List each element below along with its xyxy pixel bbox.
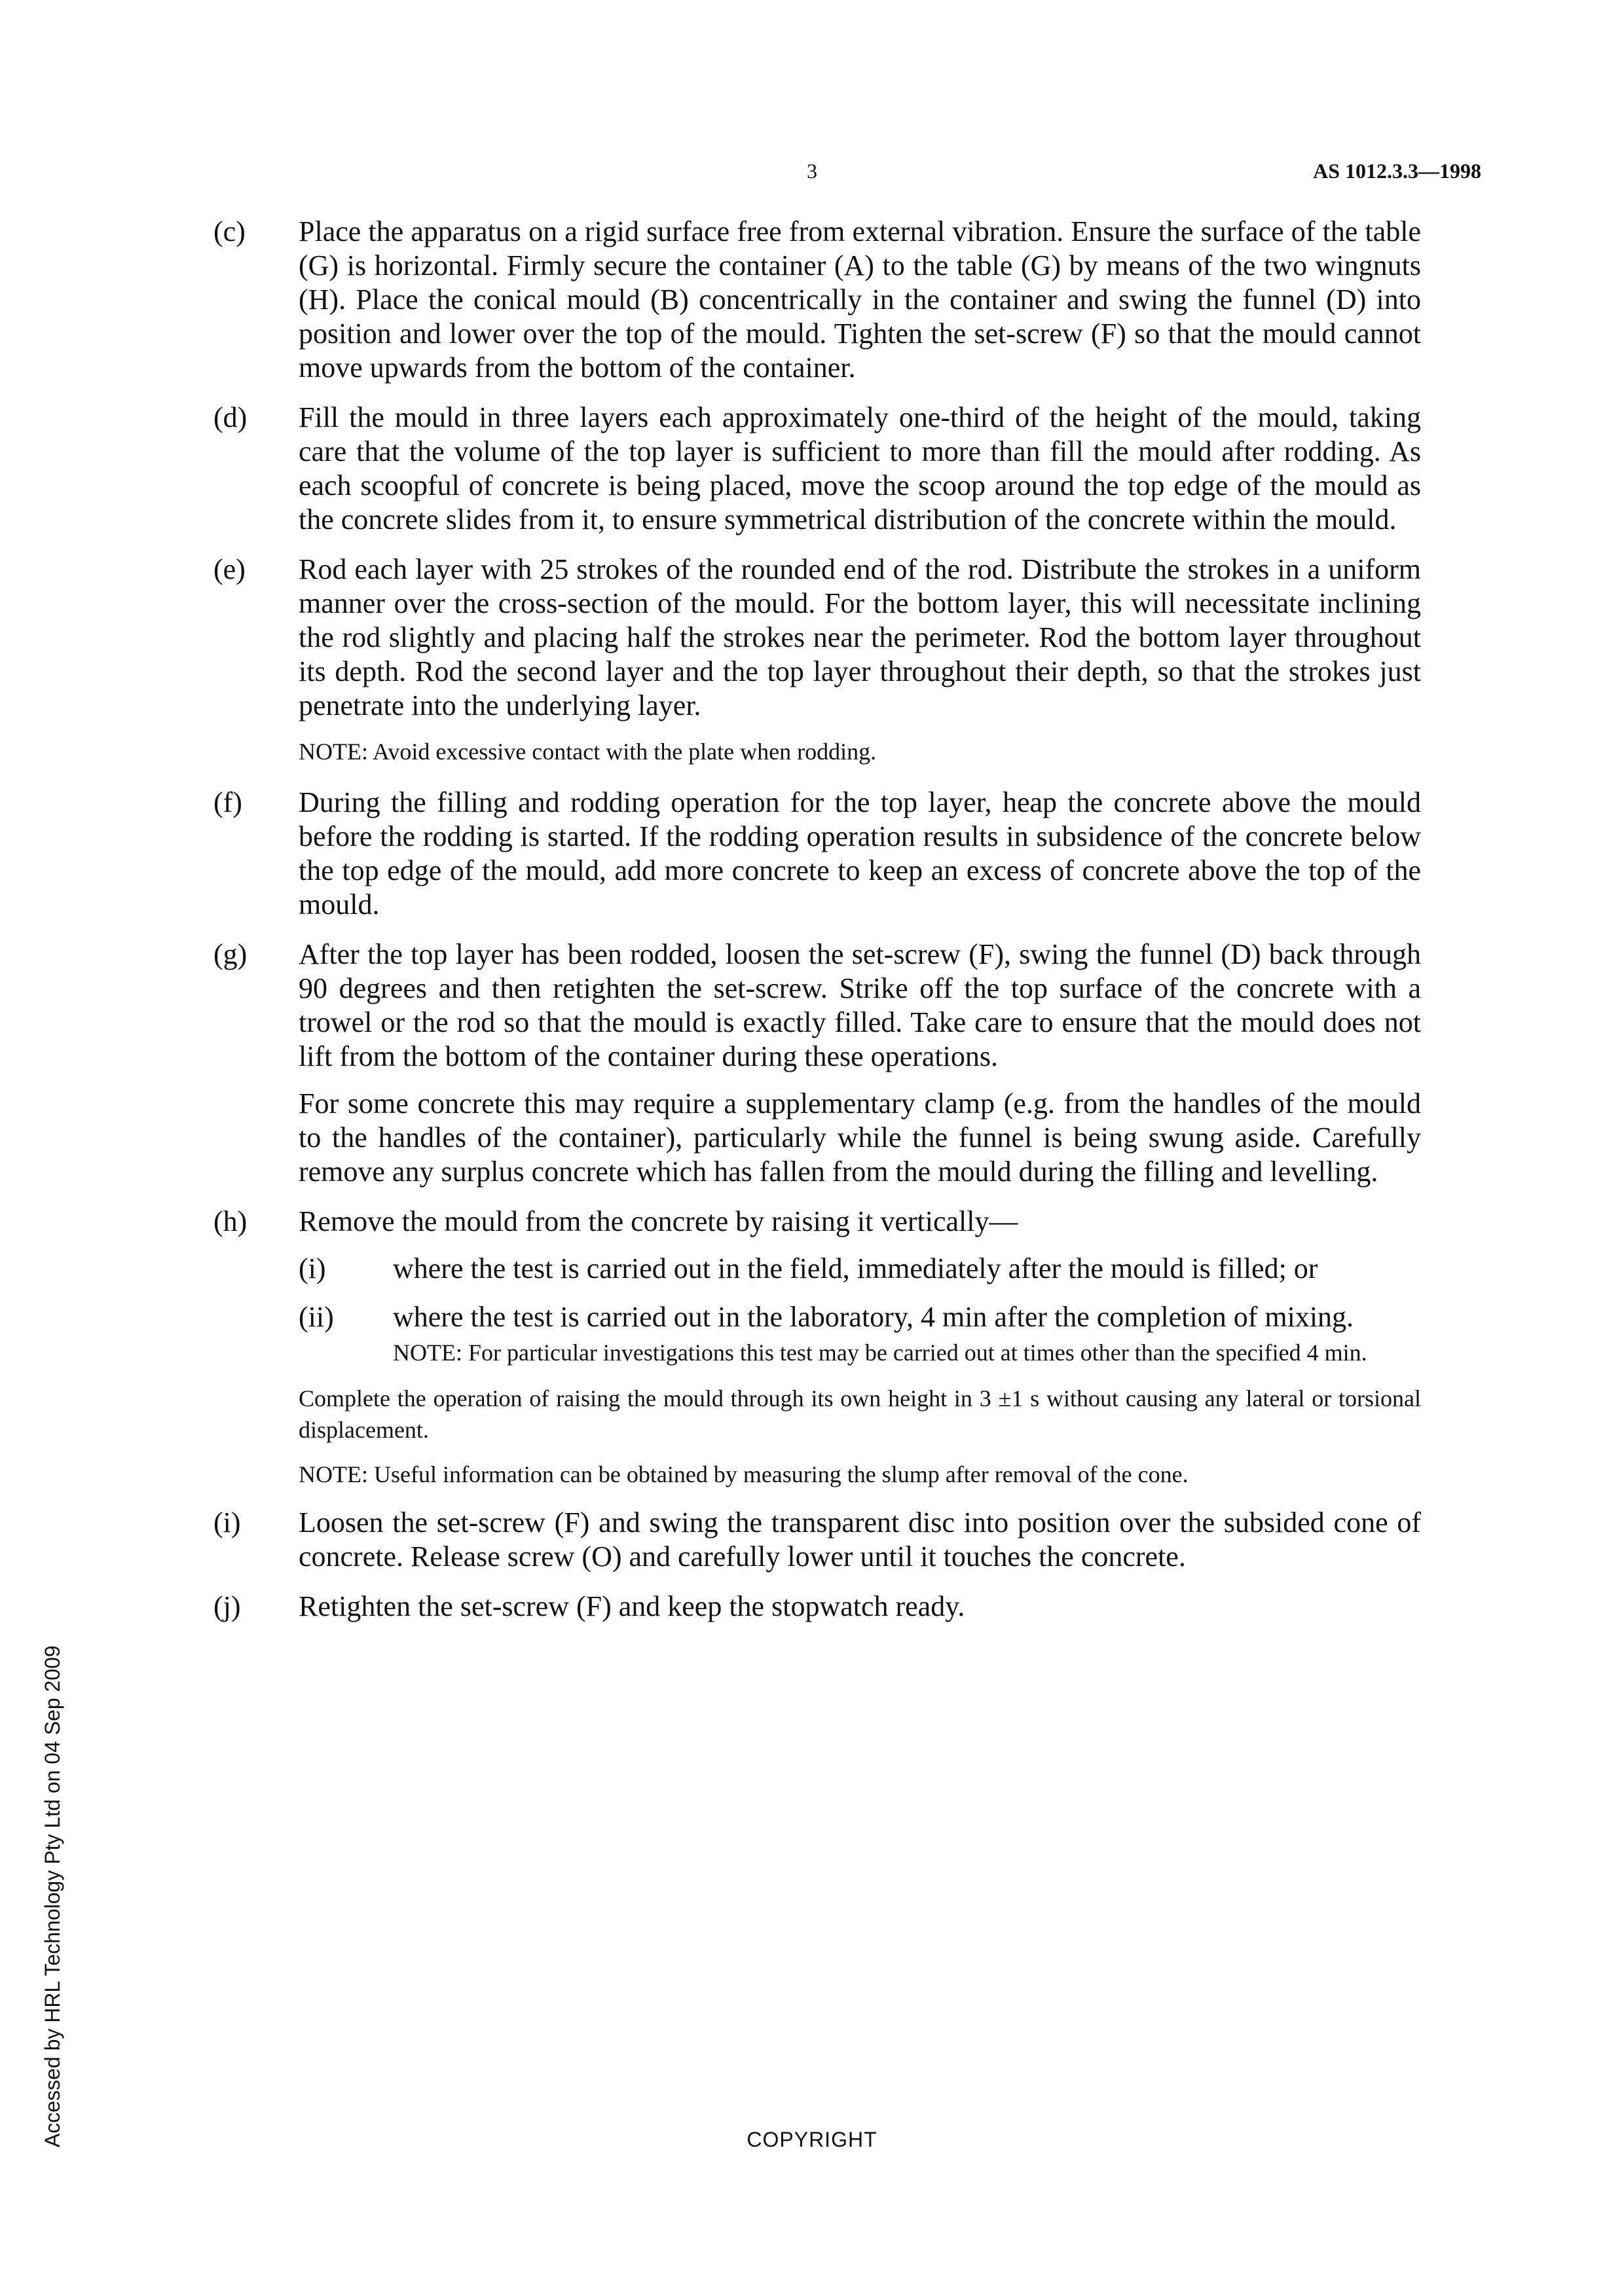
copyright-footer: COPYRIGHT [747, 2128, 877, 2151]
sub-item-label: (ii) [299, 1301, 334, 1333]
item-label: (h) [213, 1205, 248, 1237]
sub-item-ii [299, 1300, 1421, 1368]
page-number: 3 [807, 159, 817, 183]
note: NOTE: Avoid excessive contact with the plate when rodding. [299, 738, 877, 765]
item-text: Loosen the set-screw (F) and swing the transparent disc into position over the subsided cone of concrete. Release screw (O) and carefully lower until it touches the concrete. [299, 1506, 1421, 1573]
list-item-c [213, 215, 1421, 385]
item-label: (f) [213, 786, 242, 818]
list-item-j [213, 1590, 1421, 1624]
item-text: Rod each layer with 25 strokes of the rounded end of the rod. Distribute the strokes in a uniform manner over the cross-section of the mould. For the bottom layer, this will necessitate inclining the rod slightly and placing half the strokes near the perimeter. Rod the bottom layer throughout its depth. Rod the second layer and the top layer throughout their depth, so that the strokes just penetrate into the underlying layer. [299, 553, 1421, 721]
list-item-h [213, 1205, 1421, 1490]
document-body [213, 215, 1421, 1639]
list-item-f [213, 786, 1421, 922]
item-label: (g) [213, 938, 248, 970]
document-id: AS 1012.3.3—1998 [1313, 159, 1481, 183]
item-label: (c) [213, 215, 246, 247]
item-label: (i) [213, 1506, 241, 1539]
item-text: Remove the mould from the concrete by raising it vertically— [299, 1205, 1018, 1237]
item-label: (j) [213, 1590, 241, 1622]
item-label: (d) [213, 401, 248, 433]
sub-item-text: where the test is carried out in the laboratory, 4 min after the completion of mixing. [393, 1301, 1354, 1333]
sub-item-label: (i) [299, 1252, 326, 1285]
item-text: During the filling and rodding operation for the top layer, heap the concrete above the mould before the rodding is started. If the rodding operation results in subsidence of the concrete below the top edge of the mould, add more concrete to keep an excess of concrete above the top of the mould. [299, 786, 1421, 920]
item-text: After the top layer has been rodded, loosen the set-screw (F), swing the funnel (D) back through 90 degrees and then retighten the set-screw. Strike off the top surface of the concrete with a trowel or the rod so that the mould is exactly filled. Take care to ensure that the mould does not lift from the bottom of the container during these operations. [299, 938, 1421, 1072]
list-item-e [213, 553, 1421, 767]
item-label: (e) [213, 553, 246, 585]
item-text: Fill the mould in three layers each approximately one-third of the height of the mould, taking care that the volume of the top layer is sufficient to more than fill the mould after rodding. As each scoopful of concrete is being placed, move the scoop around the top edge of the mould as the concrete slides from it, to ensure symmetrical distribution of the concrete within the mould. [299, 401, 1421, 536]
list-item-i [213, 1506, 1421, 1574]
item-text-continued: For some concrete this may require a supplementary clamp (e.g. from the handles of the mould to the handles of the container), particularly while the funnel is being swung aside. Carefully remove any surplus concrete which has fallen from the mould during the filling and levelling. [299, 1087, 1421, 1188]
list-item-d [213, 401, 1421, 537]
sub-item-text: where the test is carried out in the field, immediately after the mould is filled; or [393, 1252, 1318, 1285]
sub-item-i [299, 1252, 1421, 1286]
item-text: Place the apparatus on a rigid surface free from external vibration. Ensure the surface of the table (G) is horizontal. Firmly secure the container (A) to the table (G) by means of the two wingnuts (H). Place the conical mould (B) concentrically in the container and swing the funnel (D) into position and lower over the top of the mould. Tighten the set-screw (F) so that the mould cannot move upwards from the bottom of the container. [299, 215, 1421, 384]
note: NOTE: For particular investigations this test may be carried out at times other than the specified 4 min. [393, 1339, 1367, 1366]
item-text-after: Complete the operation of raising the mould through its own height in 3 ±1 s without causing any lateral or torsional displacement. [299, 1385, 1421, 1443]
list-item-g [213, 938, 1421, 1189]
access-watermark: Accessed by HRL Technology Pty Ltd on 04 Sep 2009 [41, 1645, 64, 2147]
note: NOTE: Useful information can be obtained by measuring the slump after removal of the cone. [299, 1461, 1189, 1487]
item-text: Retighten the set-screw (F) and keep the stopwatch ready. [299, 1590, 965, 1622]
